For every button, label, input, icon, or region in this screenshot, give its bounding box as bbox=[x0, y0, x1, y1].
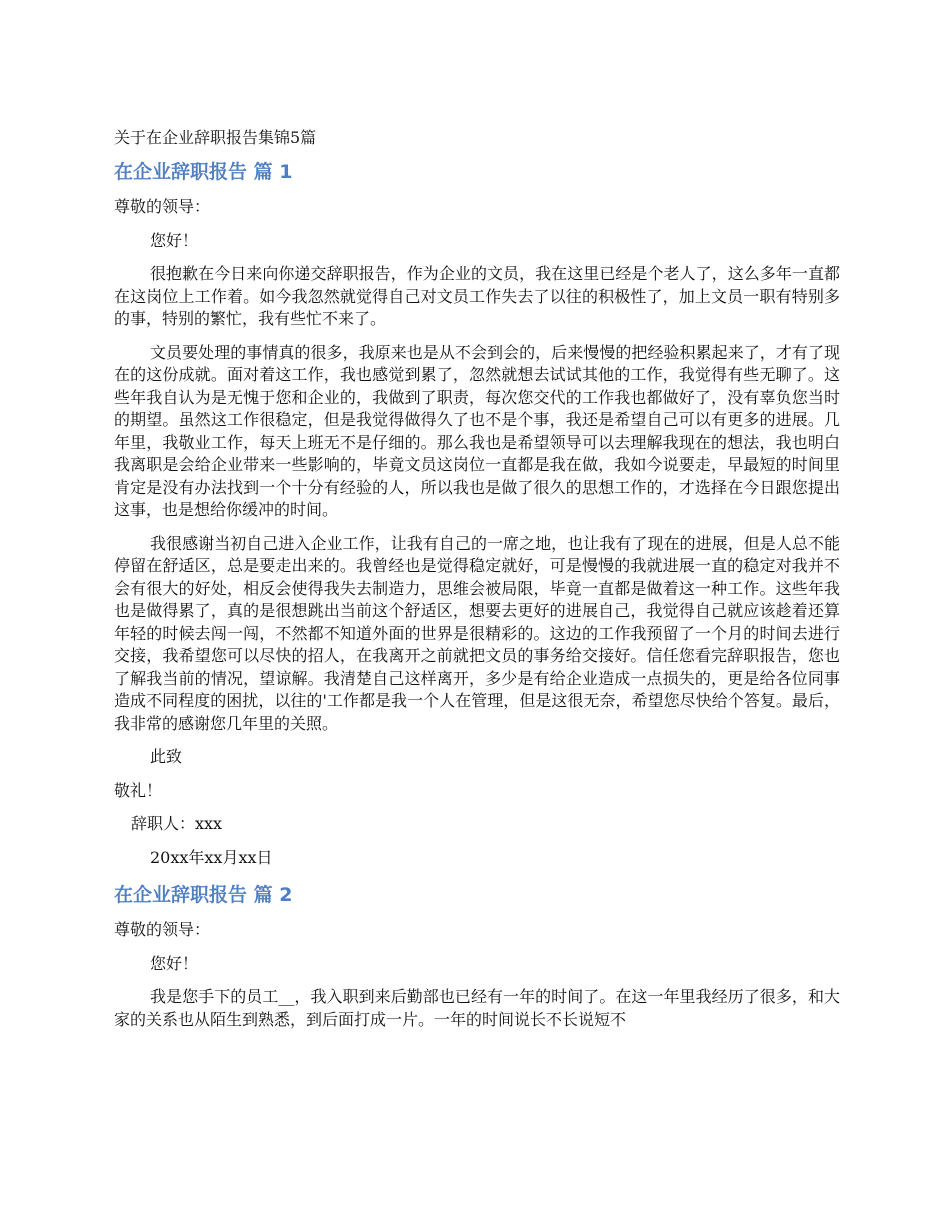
body-paragraph: 很抱歉在今日来向你递交辞职报告，作为企业的文员，我在这里已经是个老人了，这么多年一直都在这岗位上工作着。如今我忽然就觉得自己对文员工作失去了以往的积极性了，加上文员一职有特别多的事，特别的繁忙，我有些忙不来了。 bbox=[114, 264, 840, 328]
signer-line: 辞职人：xxx bbox=[131, 814, 223, 833]
hello-line: 您好！ bbox=[150, 230, 199, 250]
salute-line: 敬礼！ bbox=[114, 780, 163, 800]
section-heading: 在企业辞职报告 篇 2 bbox=[114, 884, 293, 906]
body-paragraph: 我是您手下的员工__，我入职到来后勤部也已经有一年的时间了。在这一年里我经历了很多，和大家的关系也从陌生到熟悉，到后面打成一片。一年的时间说长不长说短不 bbox=[114, 987, 840, 1029]
section-heading: 在企业辞职报告 篇 1 bbox=[114, 161, 293, 183]
body-paragraph: 我很感谢当初自己进入企业工作，让我有自己的一席之地，也让我有了现在的进展，但是人总不能停留在舒适区，总是要走出来的。我曾经也是觉得稳定就好，可是慢慢的我就进展一直的稳定对我并不会有很大的好处，相反会使得我失去制造力，思维会被局限，毕竟一直都是做着这一种工作。这些年我也是做得累了，真的是很想跳出当前这个舒适区，想要去更好的进展自己，我觉得自己就应该趁着还算年轻的时候去闯一闯，不然都不知道外面的世界是很精彩的。这边的工作我预留了一个月的时间去进行交接，我希望您可以尽快的招人，在我离开之前就把文员的事务给交接好。信任您看完辞职报告，您也了解我当前的情况，望谅解。我清楚自己这样离开，多少是有给企业造成一点损失的，更是给各位同事造成不同程度的困扰，以往的'工作都是我一个人在管理，但是这很无奈，希望您尽快给个答复。最后，我非常的感谢您几年里的关照。 bbox=[114, 533, 840, 733]
body-paragraph: 文员要处理的事情真的很多，我原来也是从不会到会的，后来慢慢的把经验积累起来了，才有了现在的这份成就。面对着这工作，我也感觉到累了，忽然就想去试试其他的工作，我觉得有些无聊了。这些年我自认为是无愧于您和企业的，我做到了职责，每次您交代的工作我也都做好了，没有辜负您当时的期望。虽然这工作很稳定，但是我觉得做得久了也不是个事，我还是希望自己可以有更多的进展。几年里，我敬业工作，每天上班无不是仔细的。那么我也是希望领导可以去理解我现在的想法，我也明白我离职是会给企业带来一些影响的，毕竟文员这岗位一直都是我在做，我如今说要走，早最短的时间里肯定是没有办法找到一个十分有经验的人，所以我也是做了很久的思想工作的，才选择在今日跟您提出这事，也是想给你缓冲的时间。 bbox=[114, 342, 840, 519]
greeting: 尊敬的领导： bbox=[114, 920, 211, 939]
closing-line: 此致 bbox=[150, 747, 183, 766]
date-line: 20xx年xx月xx日 bbox=[150, 847, 273, 867]
section-2 bbox=[114, 881, 840, 1031]
section-1 bbox=[114, 158, 840, 869]
hello-line: 您好！ bbox=[150, 953, 199, 973]
document-page bbox=[114, 126, 840, 1042]
greeting: 尊敬的领导： bbox=[114, 197, 211, 216]
document-title: 关于在企业辞职报告集锦5篇 bbox=[114, 128, 317, 147]
